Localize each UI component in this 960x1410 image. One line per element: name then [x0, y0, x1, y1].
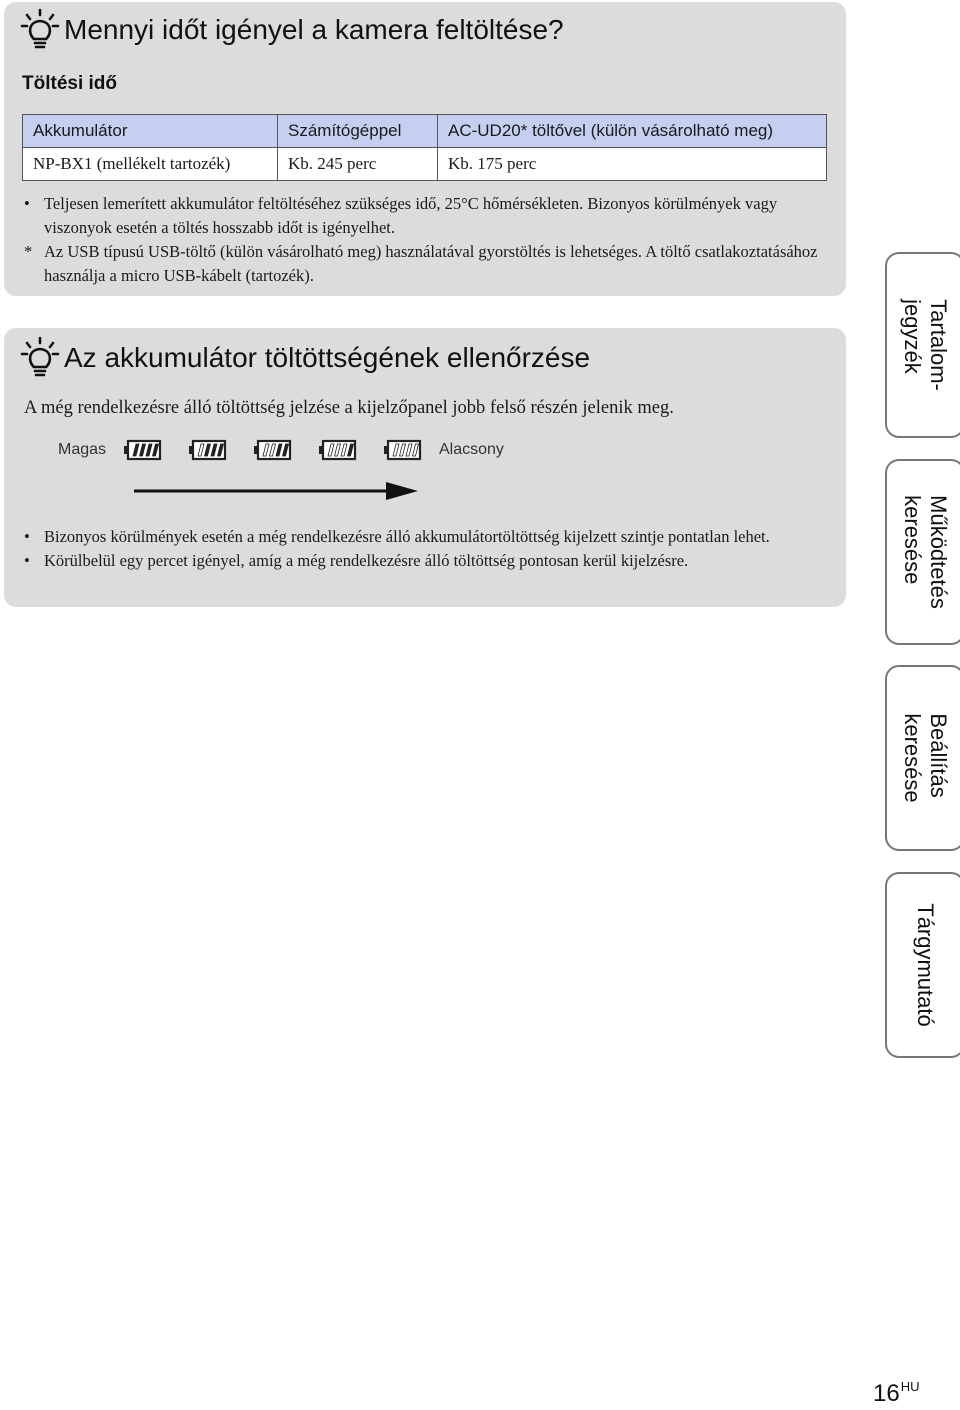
page-number-value: 16 [873, 1380, 900, 1407]
battery-level-panel [4, 328, 846, 607]
battery-half-icon [254, 439, 292, 461]
battery-heading [18, 336, 590, 380]
battery-level-scale [52, 436, 532, 466]
footnote-item: * Az USB típusú USB-töltő (külön vásárolható meg) használatával gyorstöltés is lehetséges. A töltő csatlakoztatásához használja a micro USB-kábelt (tartozék). [22, 240, 822, 288]
battery-full-icon [124, 439, 162, 461]
battery-empty-icon [384, 439, 422, 461]
tab-label-line: Beállítás [926, 713, 951, 798]
tab-index-label [912, 903, 938, 1027]
col-battery-header: Akkumulátor [23, 115, 278, 148]
charging-subtitle: Töltési idő [22, 73, 117, 94]
list-item: • Körülbelül egy percet igényel, amíg a még rendelkezésre álló töltöttség pontosan kerül kijelzésre. [22, 549, 822, 573]
charging-heading [18, 8, 564, 52]
table-row [23, 148, 827, 181]
label-high: Magas [58, 441, 107, 458]
tab-label-line: Működtetés [926, 495, 951, 609]
tab-label-line: Tartalom- [926, 299, 951, 391]
tab-settings-label [899, 713, 951, 802]
tab-table-of-contents[interactable] [885, 252, 960, 438]
tab-label-line: Tárgymutató [913, 903, 938, 1027]
battery-intro: A még rendelkezésre álló töltöttség jelzése a kijelzőpanel jobb felső részén jelenik meg. [24, 398, 674, 418]
hint-bulb-icon [18, 336, 62, 380]
hint-bulb-icon [18, 8, 62, 52]
tab-label-line: keresése [900, 495, 925, 585]
col-charger-header: AC-UD20* töltővel (külön vásárolható meg) [438, 115, 827, 148]
battery-notes [22, 525, 822, 573]
tab-label-line: jegyzék [900, 299, 925, 374]
table-header-row [23, 115, 827, 148]
charging-notes [22, 192, 822, 288]
table-cell: NP-BX1 (mellékelt tartozék) [23, 148, 278, 181]
battery-title: Az akkumulátor töltöttségének ellenőrzése [64, 342, 591, 373]
decreasing-arrow-icon [134, 480, 419, 502]
tab-operation-search[interactable] [885, 459, 960, 645]
col-computer-header: Számítógéppel [278, 115, 438, 148]
table-cell: Kb. 175 perc [438, 148, 827, 181]
battery-three-quarter-icon [189, 439, 227, 461]
label-low: Alacsony [439, 441, 504, 458]
tab-settings-search[interactable] [885, 665, 960, 851]
charging-time-table [22, 114, 827, 181]
tab-contents-label [899, 299, 951, 391]
battery-quarter-icon [319, 439, 357, 461]
list-item: • Bizonyos körülmények esetén a még rendelkezésre álló akkumulátortöltöttség kijelzett szintje pontatlan lehet. [22, 525, 822, 549]
tab-index[interactable] [885, 872, 960, 1058]
page-number [873, 1379, 919, 1408]
list-item: • Teljesen lemerített akkumulátor feltöltéséhez szükséges idő, 25°C hőmérsékleten. Bizonyos körülmények vagy viszonyok esetén a töltés hosszabb időt is igényelhet. [22, 192, 822, 240]
charging-title: Mennyi időt igényel a kamera feltöltése? [64, 14, 564, 45]
tab-ops-label [899, 495, 951, 609]
tab-label-line: keresése [900, 713, 925, 803]
table-cell: Kb. 245 perc [278, 148, 438, 181]
charging-time-panel [4, 2, 846, 296]
page-language-code: HU [900, 1379, 920, 1394]
